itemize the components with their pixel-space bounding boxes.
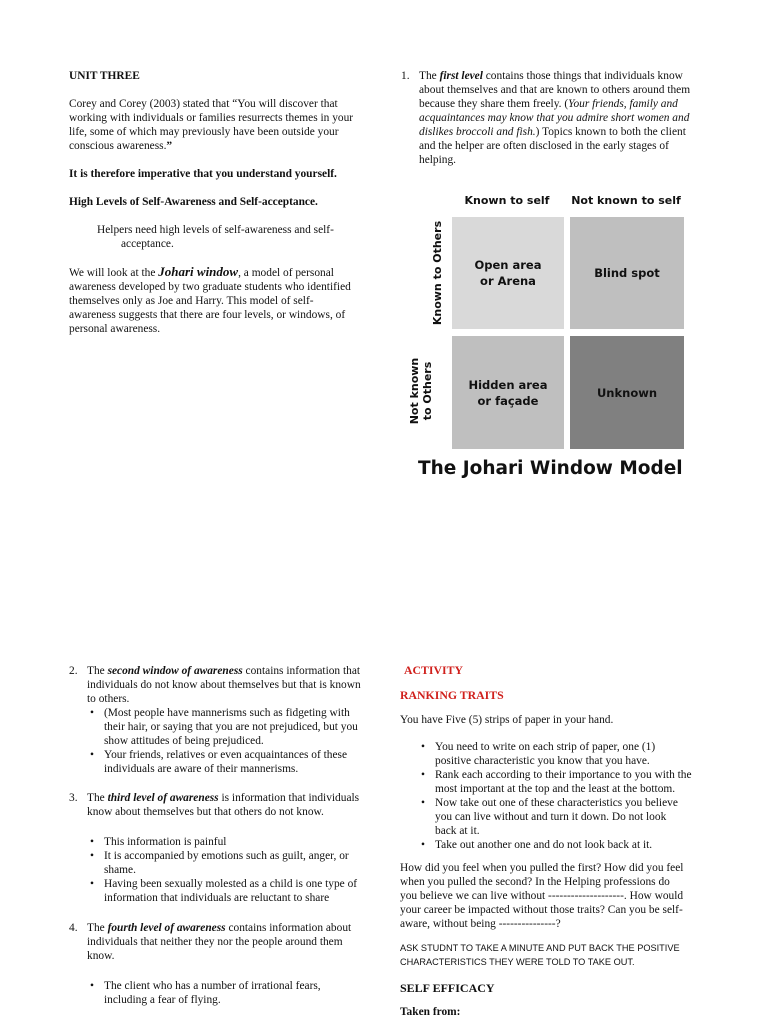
johari-window-diagram — [398, 182, 698, 498]
bullet-line: most important at the top and the least at the bottom. — [435, 783, 676, 795]
hidden-area-quadrant — [452, 336, 564, 449]
unknown-quadrant — [570, 336, 684, 449]
question-line: How did you feel when you pulled the first? How did you feel — [400, 862, 684, 874]
activity-heading: ACTIVITY — [404, 663, 463, 677]
item-4 — [69, 921, 372, 1007]
open-area-label: Open area — [474, 258, 542, 272]
question-line: aware, without being ---------------? — [400, 918, 561, 930]
bullet-line: including a fear of flying. — [104, 994, 221, 1006]
reflection-questions — [400, 861, 720, 931]
helpers-line: Helpers need high levels of self-awareness and self- — [97, 224, 334, 236]
item-1-line: helping. — [419, 154, 457, 166]
quote-close: ” — [166, 140, 173, 152]
item-2 — [69, 664, 372, 776]
note-line: ASK STUDNT TO TAKE A MINUTE AND PUT BACK THE POSITIVE — [400, 943, 680, 953]
item-3-bullets — [88, 835, 372, 905]
left-bottom-column — [69, 664, 372, 1007]
bullet-line: positive characteristic you know that you have. — [435, 755, 650, 767]
bullet-line: individuals are aware of their mannerisms. — [104, 763, 299, 775]
high-levels-heading: High Levels of Self-Awareness and Self-acceptance. — [69, 196, 318, 208]
item-2-pre: The — [87, 665, 108, 677]
left-top-column — [69, 69, 369, 336]
item-2-post: contains information that — [242, 665, 361, 677]
helpers-item — [69, 223, 369, 251]
item-1-pre: The — [419, 70, 440, 82]
note-line: CHARACTERISTICS THEY WERE TOLD TO TAKE OUT. — [400, 957, 635, 967]
quote-line: life, some of which may previously have been outside your — [69, 126, 339, 138]
bullet-line: their hair, or saying that you are not prejudiced, but you — [104, 721, 358, 733]
question-line: when you pulled the second? In the Helping professions do — [400, 876, 670, 888]
fourth-level-term: fourth level of awareness — [107, 922, 226, 934]
bullet-line: • Take out another one and do not look back at it. — [435, 839, 653, 851]
blind-spot-quadrant — [570, 217, 684, 329]
strips-statement: You have Five (5) strips of paper in your hand. — [400, 714, 614, 726]
item-1-italic-line: acquaintances may know that you admire short women and — [419, 112, 690, 124]
bullet-line: show attitudes of being prejudiced. — [104, 735, 264, 747]
quote-line — [69, 139, 369, 153]
item-1-line5-italic: dislikes broccoli and fish. — [419, 126, 536, 138]
list-item — [88, 835, 372, 849]
item-1-line3-italic: Your friends, family and — [568, 98, 678, 110]
column-header-not-known-to-self: Not known to self — [571, 194, 681, 207]
row-header-line: Not known — [408, 357, 421, 425]
item-1-line3-pre: because they share them freely. ( — [419, 98, 569, 110]
helpers-line: acceptance. — [121, 238, 174, 250]
list-item — [88, 849, 372, 877]
column-header-known-to-self: Known to self — [464, 194, 550, 207]
bullet-line: • (Most people have mannerisms such as fidgeting with — [104, 707, 350, 719]
list-item — [88, 877, 372, 905]
bullet-line: • Having been sexually molested as a child is one type of — [104, 878, 358, 890]
item-1-post: contains those things that individuals know — [482, 70, 683, 82]
question-line: your career be impacted without those traits? Can you be self- — [400, 904, 683, 916]
johari-window-title: The Johari Window Model — [418, 458, 683, 479]
first-level-term: first level — [439, 70, 483, 82]
item-2-line: to others. — [87, 693, 130, 705]
johari-intro — [69, 265, 369, 336]
item-1-line — [419, 125, 719, 139]
third-level-term: third level of awareness — [107, 792, 219, 804]
johari-intro-post: , a model of personal — [238, 267, 334, 279]
unit-title: UNIT THREE — [69, 70, 140, 82]
johari-intro-line — [69, 265, 369, 280]
item-3-number: 3. — [69, 792, 78, 804]
item-1-line — [419, 97, 719, 111]
item-1-line: and the helper are often disclosed in the early stages of — [419, 140, 669, 152]
list-item — [419, 768, 720, 796]
item-4-pre: The — [87, 922, 108, 934]
item-1-line: about themselves and that are known to others around them — [419, 84, 691, 96]
item-4-post: contains information about — [225, 922, 352, 934]
quote-line-text: conscious awareness. — [69, 140, 167, 152]
johari-window-term: Johari window — [158, 264, 239, 279]
list-item — [419, 838, 720, 852]
item-2-line — [87, 664, 372, 678]
hidden-area-label: or façade — [477, 393, 539, 408]
list-item — [419, 796, 720, 838]
bullet-line: • The client who has a number of irrational fears, — [104, 980, 321, 992]
johari-intro-line: themselves only as Joe and Harry. This model of self- — [69, 295, 314, 307]
johari-intro-line: awareness suggests that there are four levels, or windows, of — [69, 309, 346, 321]
blind-spot-label: Blind spot — [594, 266, 660, 280]
quote-line: working with individuals or families resurrects themes in your — [69, 112, 354, 124]
item-2-bullets — [88, 706, 372, 776]
activity-bullets — [419, 740, 720, 852]
item-4-line — [87, 921, 372, 935]
list-item — [88, 748, 372, 776]
item-1-line5-post: ) Topics known to both the client — [535, 126, 686, 138]
self-efficacy-heading: SELF EFFICACY — [400, 981, 495, 995]
hidden-area-label: Hidden area — [468, 377, 548, 392]
bullet-line: • You need to write on each strip of paper, one (1) — [435, 741, 656, 753]
item-1-number: 1. — [401, 70, 410, 82]
taken-from-label: Taken from: — [400, 1006, 461, 1018]
bullet-line: • Rank each according to their importance to you with the — [435, 769, 692, 781]
item-4-bullets — [88, 979, 372, 1007]
bullet-line: information that individuals are reluctant to share — [104, 892, 330, 904]
johari-intro-line: awareness developed by two graduate students who identified — [69, 281, 351, 293]
unknown-label: Unknown — [596, 385, 658, 400]
right-bottom-column — [400, 663, 720, 1019]
item-2-number: 2. — [69, 665, 78, 677]
bullet-line: • It is accompanied by emotions such as guilt, anger, or — [104, 850, 349, 862]
item-4-line: know. — [87, 950, 115, 962]
bullet-line: • This information is painful — [104, 836, 227, 848]
item-3 — [69, 791, 372, 905]
question-line: you believe we can live without --------------------. How would — [400, 890, 684, 902]
item-1-line — [419, 69, 719, 83]
list-item — [419, 740, 720, 768]
johari-intro-pre: We will look at the — [69, 267, 159, 279]
bullet-line: • Now take out one of these characteristics you believe — [435, 797, 678, 809]
right-top-column — [401, 69, 719, 167]
imperative-statement: It is therefore imperative that you understand yourself. — [69, 168, 337, 180]
item-4-number: 4. — [69, 922, 78, 934]
johari-intro-line: personal awareness. — [69, 323, 161, 335]
item-3-pre: The — [87, 792, 108, 804]
bullet-line: shame. — [104, 864, 136, 876]
ranking-traits-heading: RANKING TRAITS — [400, 688, 504, 702]
item-2-line: individuals do not know about themselves but that is known — [87, 679, 361, 691]
row-header-not-known-to-others — [408, 354, 438, 428]
item-3-post: is information that individuals — [218, 792, 360, 804]
list-item — [88, 706, 372, 748]
bullet-line: • Your friends, relatives or even acquaintances of these — [104, 749, 348, 761]
item-1-line — [419, 111, 719, 125]
bullet-line: you can live without and turn it down. Do not look — [435, 811, 667, 823]
open-area-quadrant — [452, 217, 564, 329]
quote-line: Corey and Corey (2003) stated that “You will discover that — [69, 98, 338, 110]
list-item — [88, 979, 372, 1007]
item-3-line: know about themselves but that others do not know. — [87, 806, 324, 818]
second-window-term: second window of awareness — [107, 665, 243, 677]
corey-quote — [69, 97, 369, 153]
row-header-known-to-others: Known to Others — [431, 220, 444, 326]
ask-student-note — [400, 941, 720, 969]
item-4-line: individuals that neither they nor the people around them — [87, 936, 343, 948]
open-area-label: or Arena — [480, 274, 536, 288]
row-header-line: to Others — [421, 361, 434, 421]
item-3-line — [87, 791, 372, 805]
bullet-line: back at it. — [435, 825, 480, 837]
